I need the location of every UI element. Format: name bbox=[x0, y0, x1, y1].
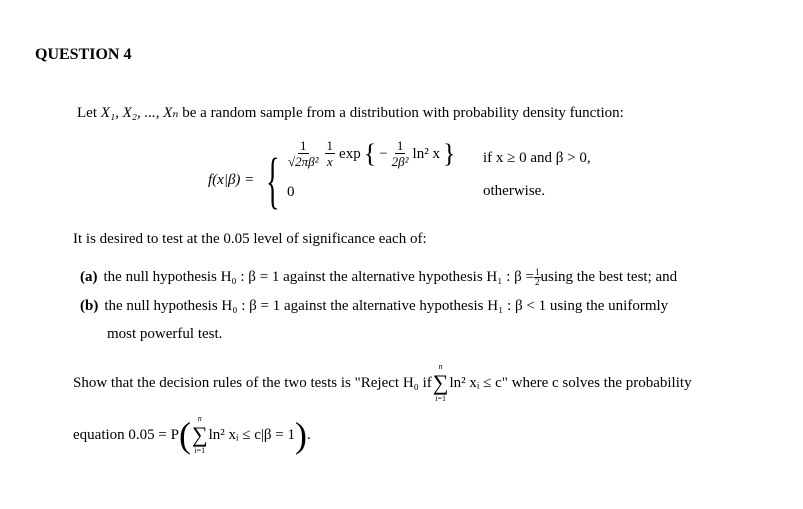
conclusion-line2-end: . bbox=[307, 426, 311, 443]
open-paren: ( bbox=[178, 415, 191, 455]
part-a bbox=[80, 268, 677, 287]
pdf-exp-den: 2β² bbox=[391, 154, 409, 169]
intro-text bbox=[77, 103, 624, 122]
close-paren: ) bbox=[295, 415, 307, 455]
part-b-line2: most powerful test. bbox=[107, 326, 223, 342]
pdf-exp-open: { bbox=[363, 139, 377, 168]
conclusion-line1 bbox=[73, 362, 692, 404]
pdf-exp-frac bbox=[390, 139, 411, 169]
pdf-coeff-num: 1 bbox=[300, 138, 307, 153]
sum-symbol-2 bbox=[192, 414, 208, 456]
part-a-text: the null hypothesis H₀ : β = 1 against the alternative hypothesis H₁ : β = bbox=[103, 269, 534, 285]
sum1-upper: n bbox=[438, 362, 443, 371]
pdf-exp-minus: − bbox=[379, 145, 388, 162]
pdf-exp-close: } bbox=[442, 139, 456, 168]
part-b bbox=[80, 298, 668, 315]
sum2-upper: n bbox=[197, 414, 202, 423]
sum1-lower: i=1 bbox=[435, 394, 446, 403]
part-b-label: (b) bbox=[80, 298, 99, 314]
pdf-case1-condition: if x ≥ 0 and β > 0, bbox=[483, 150, 591, 166]
pdf-coeff-frac bbox=[286, 139, 321, 169]
pdf-left-brace: { bbox=[266, 147, 280, 215]
pdf-exp-tail: ln² x bbox=[412, 145, 440, 162]
pdf-case2-value: 0 bbox=[287, 184, 295, 200]
pdf-exp-label: exp bbox=[339, 145, 361, 162]
intro-before: Let bbox=[77, 105, 101, 121]
pdf-coeff-den: √2πβ² bbox=[288, 154, 319, 169]
sum-symbol-1 bbox=[433, 362, 449, 404]
pdf-x-den: x bbox=[326, 154, 333, 169]
intro-after: be a random sample from a distribution with probability density function: bbox=[178, 105, 624, 121]
pdf-lhs: f(x|β) = bbox=[208, 172, 255, 188]
part-a-text-end: using the best test; and bbox=[540, 269, 678, 285]
pdf-exp-num: 1 bbox=[396, 138, 404, 153]
part-a-frac-den: 2 bbox=[535, 277, 540, 287]
pdf-x-num: 1 bbox=[326, 138, 334, 153]
question-title: QUESTION 4 bbox=[35, 46, 132, 63]
sum2-sigma: ∑ bbox=[191, 422, 208, 447]
conclusion-line2-before: equation 0.05 = P bbox=[73, 426, 179, 443]
intro-vars: X₁, X₂, ..., Xₙ bbox=[100, 105, 179, 121]
part-a-label: (a) bbox=[80, 269, 98, 285]
test-intro: It is desired to test at the 0.05 level of significance each of: bbox=[73, 231, 427, 247]
conclusion-line2 bbox=[73, 414, 311, 456]
pdf-case1 bbox=[284, 139, 455, 169]
conclusion-line2-inner: ln² xᵢ ≤ c|β = 1 bbox=[208, 426, 295, 443]
sum2-lower: i=1 bbox=[194, 446, 206, 455]
sum1-sigma: ∑ bbox=[432, 370, 449, 395]
part-a-frac-num: 1 bbox=[535, 267, 540, 277]
pdf-x-frac bbox=[325, 139, 336, 169]
pdf-case2-condition: otherwise. bbox=[483, 183, 546, 199]
part-b-line1: the null hypothesis H₀ : β = 1 against the alternative hypothesis H₁ : β < 1 using the uniformly bbox=[104, 298, 669, 314]
conclusion-line1-before: Show that the decision rules of the two tests is "Reject H₀ if bbox=[73, 374, 432, 391]
conclusion-line1-mid: ln² xᵢ ≤ c" where c solves the probability bbox=[449, 374, 692, 391]
